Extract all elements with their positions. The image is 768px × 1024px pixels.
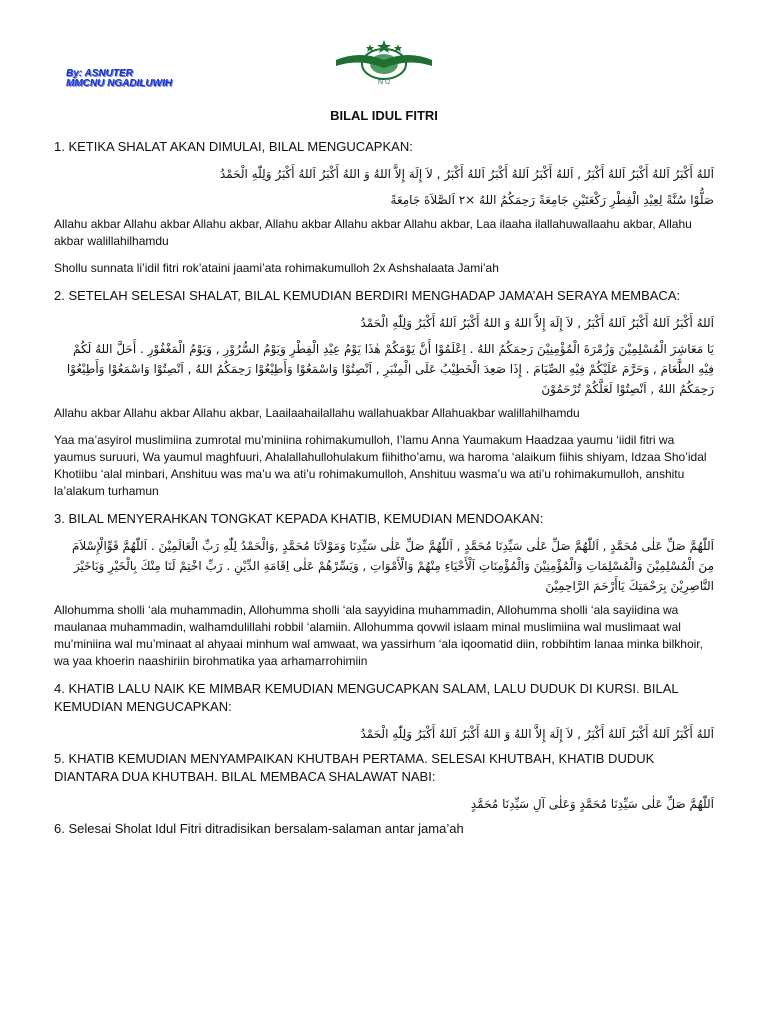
section-1 xyxy=(54,138,714,277)
nu-logo-icon xyxy=(330,38,438,86)
section-heading: 4. KHATIB LALU NAIK KE MIMBAR KEMUDIAN MENGUCAPKAN SALAM, LALU DUDUK DI KURSI. BILAL KEMUDIAN MENGUCAPKAN: xyxy=(54,681,679,714)
page-title: BILAL IDUL FITRI xyxy=(330,108,438,123)
byline-line-2: MMCNU NGADILUWIH xyxy=(66,78,173,89)
section-heading: 6. Selesai Sholat Idul Fitri ditradisikan bersalam-salaman antar jama’ah xyxy=(54,821,464,836)
arabic-text: يَا مَعَاشِرَ الْمُسْلِمِيْنَ وَزُمْرَةَ الْمُؤْمِنِيْنَ رَحِمَكُمُ اللهُ . اِعْلَمُوْا أَنَّ يَوْمَكُمْ هٰذَا يَوْمُ عِيْدِ الْفِطْرِ وَيَوْمُ السُّرُوْرِ , وَيَوْمُ الْمَغْفُوْرِ . أَحَلَّ اللهُ لَكُمْ فِيْهِ الطَّعَامَ , وَحَرَّمَ عَلَيْكُمْ فِيْهِ الصِّيَامَ . إِذَا صَعِدَ الْخَطِيْبُ عَلَى الْمِنْبَرِ , اَنْصِتُوْا وَاسْمَعُوْا وَأَطِيْعُوْا رَحِمَكُمُ اللهُ , اَنْصِتُوْا وَاسْمَعُوْا وَأَطِيْعُوْا رَحِمَكُمُ اللهُ , اَنْصِتُوْا لَعَلَّكُمْ تُرْحَمُوْنَ xyxy=(66,342,714,396)
section-3 xyxy=(54,510,714,670)
section-heading: 1. KETIKA SHALAT AKAN DIMULAI, BILAL MENGUCAPKAN: xyxy=(54,139,413,154)
latin-transliteration: Allahu akbar Allahu akbar Allahu akbar, Laailaahailallahu wallahuakbar Allahuakbar walillahilhamdu xyxy=(54,406,580,420)
arabic-text: اَللّٰهُمَّ صَلِّ عَلٰى مُحَمَّدٍ , اَللّٰهُمَّ صَلِّ عَلٰى سَيِّدِنَا مُحَمَّدٍ , اَللّٰهُمَّ صَلِّ عَلٰى سَيِّدِنَا وَمَوْلاَنَا مُحَمَّدٍ ,وَالْحَمْدُ لِلّٰهِ رَبِّ الْعَالَمِيْنَ . اَللّٰهُمَّ قَوِّالْإِسْلاَمَ مِنَ الْمُسْلِمِيْنَ وَالْمُسْلِمَاتِ وَالْمُؤْمِنِيْنَ وَالْمُؤْمِنَاتِ اَلْأَحْيَاءِ مِنْهُمْ وَالْأَمْوَاتِ , وَيَسِّرْهُمْ عَلٰى اِقَامَةِ الدِّيْنِ . رَبِّ اخْتِمْ لَنَا مِنْكَ بِالْخَيْرِ وَيَاخَيْرَ النَّاصِرِيْنَ بِرَحْمَتِكَ يَاأَرْحَمَ الرَّاحِمِيْنَ xyxy=(71,539,714,593)
logo-text: N U xyxy=(377,79,391,86)
document-header xyxy=(0,0,768,105)
arabic-text: اَللهُ أَكْبَرُ اَللهُ أَكْبَرُ اَللهُ أَكْبَرُ , لاَ إِلَهَ إِلاَّ اللهُ وَ اللهُ أَكْبَرُ اَللهُ أَكْبَرُ وَلِلّٰهِ الْحَمْدُ xyxy=(360,316,714,330)
section-heading: 3. BILAL MENYERAHKAN TONGKAT KEPADA KHATIB, KEMUDIAN MENDOAKAN: xyxy=(54,511,544,526)
section-heading: 5. KHATIB KEMUDIAN MENYAMPAIKAN KHUTBAH PERTAMA. SELESAI KHUTBAH, KHATIB DUDUK DIANTARA DUA KHUTBAH. BILAL MEMBACA SHALAWAT NABI: xyxy=(54,751,655,784)
arabic-text: صَلُّوْا سُنَّةً لِعِيْدِ الْفِطْرِ رَكْعَتَيْنِ جَامِعَةً رَحِمَكُمُ اللهُ ×٢ اَلصَّلاَةَ جَامِعَةً xyxy=(390,193,714,207)
section-heading: 2. SETELAH SELESAI SHALAT, BILAL KEMUDIAN BERDIRI MENGHADAP JAMA’AH SERAYA MEMBACA: xyxy=(54,288,681,303)
latin-transliteration: Allohumma sholli ‘ala muhammadin, Allohumma sholli ‘ala sayyidina muhammadin, Allohumma sholli ‘ala sayiidina wa maulanaa muhammadin, walhamdulillahi robbil ‘alamiin. Allohumma qovwil islaam minal muslimiina wal muslimaat wal mu’miniina wal mu’minaat al ahyaai minhum wal amwaat, wa yassirhum ‘ala iqoomatid diin, robbihtim lanaa minka bilkhoir, wa yaa khoerin naashiriin birohmatika yaa arhamarrohimiin xyxy=(54,603,703,668)
byline-line-1: By: ASNUTER xyxy=(66,68,133,79)
section-4 xyxy=(54,680,714,744)
arabic-text: اَللهُ أَكْبَرُ اَللهُ أَكْبَرُ اَللهُ أَكْبَرُ , اَللهُ أَكْبَرُ اَللهُ أَكْبَرُ اَللهُ أَكْبَرُ , لاَ إِلَهَ إِلاَّ اللهُ وَ اللهُ أَكْبَرُ اَللهُ أَكْبَرُ وَلِلّٰهِ الْحَمْدُ xyxy=(219,167,714,181)
arabic-text: اَللهُ أَكْبَرُ اَللهُ أَكْبَرُ اَللهُ أَكْبَرُ , لاَ إِلَهَ إِلاَّ اللهُ وَ اللهُ أَكْبَرُ اَللهُ أَكْبَرُ وَلِلّٰهِ الْحَمْدُ xyxy=(360,727,714,741)
section-2 xyxy=(54,287,714,500)
latin-transliteration: Shollu sunnata li’idil fitri rok’ataini jaami’ata rohimakumulloh 2x Ashshalaata Jami’ah xyxy=(54,261,499,275)
latin-transliteration: Yaa ma’asyirol muslimiina zumrotal mu’miniina rohimakumulloh, I’lamu Anna Yaumakum Haadzaa yaumu ‘iidil fitri wa yaumus suruuri, Wa yaumul maghfuuri, Ahalallahullohulakum fiihitho’amu, wa haroma ‘alaikum fiihis shiyam, Idzaa Sho’idal Khotiibu ‘alal minbari, Anshituu was ma’u wa ati’u rohimakumulloh, Anshituu wasma’u wa ati’u rohimakumulloh, anshitu la’alakum turhamun xyxy=(54,433,707,498)
section-5 xyxy=(54,750,714,814)
section-6 xyxy=(54,820,714,838)
document-body xyxy=(54,138,714,846)
arabic-text: اَللّٰهُمَّ صَلِّ عَلٰى سَيِّدِنَا مُحَمَّدٍ وَعَلٰى آلِ سَيِّدِنَا مُحَمَّدٍ xyxy=(470,797,714,811)
latin-transliteration: Allahu akbar Allahu akbar Allahu akbar, Allahu akbar Allahu akbar Allahu akbar, Laa ilaaha ilallahuwallaahu akbar, Allahu akbar walillahilhamdu xyxy=(54,217,692,248)
author-byline xyxy=(66,69,172,89)
